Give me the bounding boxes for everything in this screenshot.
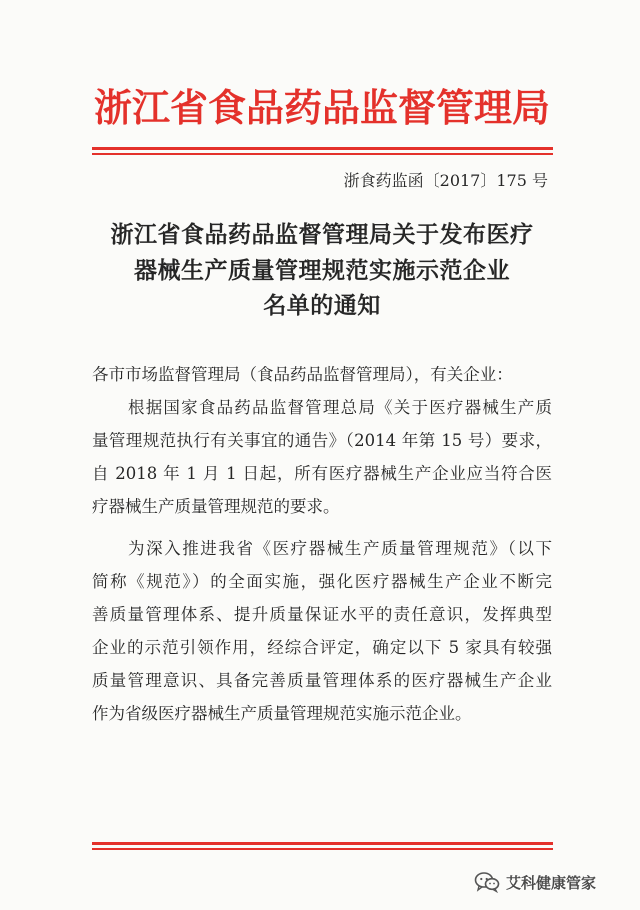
paragraph-line: 疗器械生产质量管理规范的要求。 bbox=[92, 497, 340, 516]
paragraph-line: 为深入推进我省《医疗器械生产质量管理规范》（以下 bbox=[128, 539, 552, 558]
paragraph-line: 善质量管理体系、提升质量保证水平的责任意识，发挥典型 bbox=[92, 605, 552, 624]
paragraph-line: 根据国家食品药品监督管理总局《关于医疗器械生产质 bbox=[128, 398, 552, 417]
header-rule-thick bbox=[92, 147, 553, 150]
watermark-text: 艾科健康管家 bbox=[506, 873, 597, 892]
title-line: 浙江省食品药品监督管理局关于发布医疗 bbox=[110, 221, 534, 248]
agency-header: 浙江省食品药品监督管理局 bbox=[93, 85, 550, 130]
paragraph-line: 自 2018 年 1 月 1 日起，所有医疗器械生产企业应当符合医 bbox=[92, 464, 552, 483]
watermark bbox=[474, 868, 630, 896]
document-title bbox=[92, 217, 552, 324]
paragraph-1 bbox=[92, 391, 552, 523]
title-line: 名单的通知 bbox=[263, 292, 381, 319]
salutation: 各市市场监督管理局（食品药品监督管理局），有关企业： bbox=[92, 365, 513, 384]
paragraph-line: 简称《规范》）的全面实施，强化医疗器械生产企业不断完 bbox=[92, 572, 552, 591]
paragraph-line: 质量管理意识、具备完善质量管理体系的医疗器械生产企业 bbox=[92, 671, 552, 690]
title-line: 器械生产质量管理规范实施示范企业 bbox=[134, 256, 510, 284]
paragraph-2 bbox=[92, 532, 552, 730]
paragraph-line: 作为省级医疗器械生产质量管理规范实施示范企业。 bbox=[92, 704, 472, 723]
footer-rule-thin bbox=[92, 848, 553, 850]
wechat-icon bbox=[474, 871, 500, 893]
document-number: 浙食药监函〔2017〕175 号 bbox=[343, 171, 548, 190]
paragraph-line: 企业的示范引领作用，经综合评定，确定以下 5 家具有较强 bbox=[92, 638, 552, 657]
paragraph-line: 量管理规范执行有关事宜的通告》（2014 年第 15 号）要求， bbox=[92, 431, 552, 450]
footer-rule-thick bbox=[92, 842, 553, 845]
header-rule-thin bbox=[92, 153, 553, 155]
